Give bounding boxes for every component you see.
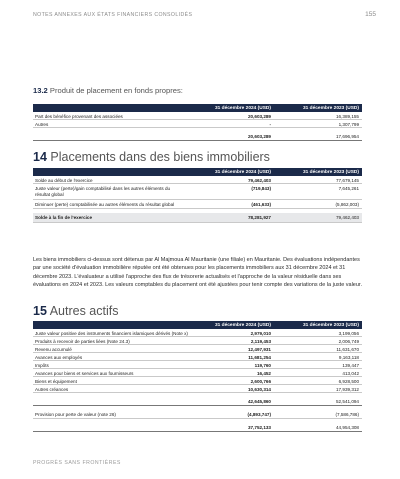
provision-label: Provision pour perte de valeur (note 26) (35, 411, 116, 417)
table-row (33, 176, 362, 184)
row-label: Avances aux employés (35, 354, 83, 360)
row-value-2023: 1,307,799 (338, 121, 359, 127)
table-row (33, 337, 362, 345)
table-row (33, 112, 362, 120)
column-header-2023: 31 décembre 2023 (USD) (303, 105, 359, 111)
row-value-2024: (719,843) (251, 185, 271, 191)
subtotal-value-2024: 42,645,860 (248, 398, 271, 404)
table-15 (33, 321, 362, 432)
table-14 (33, 168, 362, 223)
row-value-2023: 9,163,118 (338, 354, 359, 360)
closing-value-2023: 79,462,403 (336, 215, 359, 221)
row-value-2023: 139,447 (342, 362, 359, 368)
note-13-2-title-text: Produit de placement en fonds propres: (49, 86, 183, 95)
total-row (33, 132, 362, 141)
header-title: NOTES ANNEXES AUX ÉTATS FINANCIERS CONSOLIDÉS (33, 12, 193, 18)
column-header-2024: 31 décembre 2024 (USD) (215, 105, 271, 111)
table-row (33, 184, 362, 200)
row-label: Biens et équipement (35, 378, 77, 384)
note-15-title-text: Autres actifs (49, 304, 119, 318)
row-value-2024: 12,497,931 (248, 346, 271, 352)
row-value-2024: 2,600,766 (250, 378, 271, 384)
table-row (33, 369, 362, 377)
row-value-2023: 17,939,312 (336, 386, 359, 392)
note-13-2-title (33, 86, 183, 95)
row-value-2024: (461,633) (251, 201, 271, 207)
note-14-number: 14 (33, 150, 47, 164)
table-row (33, 200, 362, 209)
note-14-paragraph: Les biens immobiliers ci-dessus sont détenus par Al Majmoua Al Mauritanie (une filiale) en Mauritanie. Des évaluations indépendantes par une société d'évaluation immobilière réputée ont été obtenues pour les placements immobiliers aux 31 décembre 2024 et 31 décembre 2023. L'évaluateur a utilisé l'approche des flux de trésorerie actualisés et l'approche de la valeur résiduelle dans ses évaluations en 2024 et 2023. Les valeurs comptables du placement ont été ajustées pour tenir compte des variations de la juste valeur. (33, 257, 362, 289)
row-label: Revenu accumulé (35, 346, 72, 352)
row-value-2024: 79,462,403 (248, 177, 271, 183)
table-row (33, 361, 362, 369)
row-value-2024: 2,979,010 (250, 330, 271, 336)
closing-balance-row (33, 213, 362, 223)
row-value-2023: 3,199,056 (338, 330, 359, 336)
column-header-2024: 31 décembre 2024 (USD) (215, 169, 271, 175)
table-header (33, 104, 362, 112)
row-value-2023: (5,862,003) (335, 201, 359, 207)
note-14-title (33, 151, 270, 164)
total-value-2023: 17,696,954 (336, 133, 359, 139)
total-value-2024: 37,752,133 (248, 424, 271, 430)
provision-value-2023: (7,586,786) (335, 411, 359, 417)
subtotal-value-2023: 52,541,094 (336, 398, 359, 404)
row-value-2023: 77,679,145 (336, 177, 359, 183)
row-value-2024: - (269, 121, 271, 127)
row-value-2024: 2,119,453 (250, 338, 271, 344)
row-label: Produits à recevoir de parties liées (Note 24.3) (35, 338, 130, 344)
provision-row (33, 410, 362, 419)
table-13-2 (33, 104, 362, 141)
row-label: Diminuer (perte) comptabilisée au autres éléments du résultat global (35, 201, 175, 207)
column-header-2023: 31 décembre 2023 (USD) (303, 169, 359, 175)
row-value-2024: 11,681,254 (248, 354, 271, 360)
row-label: Solde au début de l'exercice (35, 177, 93, 183)
total-value-2023: 44,954,308 (336, 424, 359, 430)
table-row (33, 385, 362, 393)
total-row (33, 423, 362, 432)
row-label: Autres créances (35, 386, 69, 392)
note-14-title-text: Placements dans des biens immobiliers (50, 150, 270, 164)
page-header (33, 11, 376, 21)
total-value-2024: 20,603,289 (248, 133, 271, 139)
table-header (33, 168, 362, 176)
page-number: 155 (365, 11, 376, 18)
closing-balance-label: Solde à la fin de l'exercice (35, 215, 93, 221)
table-row (33, 329, 362, 337)
row-label: Juste valeur positive des instruments financiers islamiques dérivés (Note x) (35, 330, 188, 336)
table-row (33, 377, 362, 385)
row-label: Autres (35, 121, 49, 127)
note-15-title (33, 305, 118, 318)
row-value-2023: 7,645,261 (338, 185, 359, 191)
table-row (33, 345, 362, 353)
table-header (33, 321, 362, 329)
row-value-2023: 6,928,500 (338, 378, 359, 384)
row-value-2023: 413,042 (342, 370, 359, 376)
table-row (33, 353, 362, 361)
row-label: Juste valeur (perte)/gain comptabilisé dans les autres éléments du résultat global (35, 185, 171, 198)
row-value-2023: 11,631,670 (336, 346, 359, 352)
closing-value-2024: 78,281,927 (248, 215, 271, 221)
row-label: Impôts (35, 362, 49, 368)
row-value-2023: 2,006,749 (338, 338, 359, 344)
row-label: Part des bénéfice provenant des associées (35, 113, 123, 119)
note-13-2-number: 13.2 (33, 86, 48, 95)
table-row (33, 120, 362, 128)
subtotal-row (33, 397, 362, 406)
row-value-2023: 16,389,155 (336, 113, 359, 119)
note-15-number: 15 (33, 304, 47, 318)
row-label: Avances pour biens et services aux fournisseurs (35, 370, 134, 376)
provision-value-2024: (4,893,747) (247, 411, 271, 417)
column-header-2023: 31 décembre 2023 (USD) (303, 322, 359, 328)
row-value-2024: 20,603,289 (248, 113, 271, 119)
row-value-2024: 10,630,314 (248, 386, 271, 392)
row-value-2024: 16,452 (256, 370, 271, 376)
row-value-2024: 119,760 (254, 362, 271, 368)
page-footer: PROGRÈS SANS FRONTIÈRES (33, 460, 121, 466)
column-header-2024: 31 décembre 2024 (USD) (215, 322, 271, 328)
